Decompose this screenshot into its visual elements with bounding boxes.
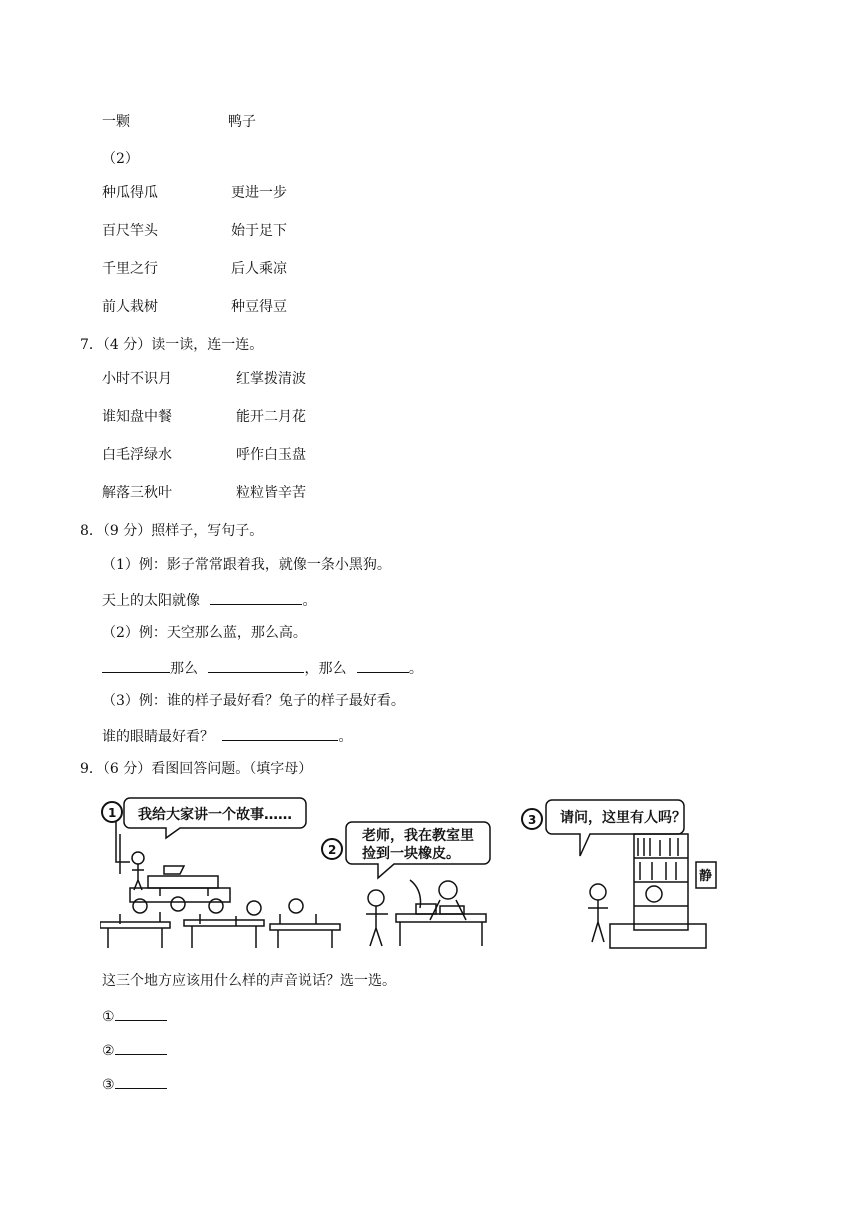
q7-pair-right: 能开二月花 [236,409,306,425]
q9-comic-illustration [100,794,730,952]
q6-part2-label: （2） [102,151,139,167]
q7-pair-right: 粒粒皆辛苦 [236,485,306,501]
q9-question: 这三个地方应该用什么样的声音说话？选一选。 [102,973,396,989]
panel-1-teacher-body [132,864,144,890]
q8-answer-blank-2c[interactable] [357,658,409,673]
q8-line2-end: 。 [408,661,423,677]
panel-3-shelf-books [638,838,678,880]
panel-3-boy-body [588,900,608,942]
panel-3-speech-bubble [546,800,684,856]
panel-2-desk [396,914,486,946]
q8-comma: ， [304,661,319,677]
panel-2-speech-text-line2: 捡到一块橡皮。 [362,846,460,862]
q8-word-na-1: 那么 [170,661,198,677]
panel-1-stage [130,888,230,902]
panel-3-bookshelf [634,834,688,930]
q6-pair-left: 种瓜得瓜 [102,185,158,201]
q6-row0-left: 一颗 [102,114,130,130]
q9-title: 9．（6 分）看图回答问题。（填字母） [80,761,313,777]
panel-3-boy-head [590,884,606,900]
q8-line1-prefix: 天上的太阳就像 [102,593,200,609]
panel-1-teacher-head [132,852,144,864]
q8-line1-end: 。 [302,593,317,609]
q8-line-2 [102,658,423,678]
q8-line-1 [102,590,316,610]
q9-answer-2-label: ② [102,1043,115,1059]
panel-1-students [100,897,340,948]
q7-pair-left: 小时不识月 [102,371,172,387]
q8-answer-blank-1[interactable] [210,590,302,605]
q8-answer-blank-2a[interactable] [102,658,170,673]
q8-line-3 [102,726,352,746]
panel-2-number: 2 [328,843,337,857]
q8-answer-blank-3[interactable] [222,726,338,741]
panel-1-speech-text: 我给大家讲一个故事…… [138,807,292,823]
panel-2-books [416,904,464,914]
panel-1-number: 1 [108,806,117,820]
q7-pair-right: 呼作白玉盘 [236,447,306,463]
q8-title: 8．（9 分）照样子，写句子。 [80,523,264,539]
panel-2-student-head [368,890,384,906]
q6-row0-right: 鸭子 [228,114,256,130]
panel-1-book [164,866,184,874]
panel-3-number: 3 [528,813,537,827]
q6-pair-right: 始于足下 [231,223,287,239]
q9-answer-1 [102,1006,167,1026]
panel-2-student-body [366,906,388,946]
panel-2-speech-text-line1: 老师，我在教室里 [362,828,474,844]
q7-pair-left: 谁知盘中餐 [102,409,172,425]
q8-line3-prefix: 谁的眼睛最好看？ [102,729,214,745]
panel-3-sign-text: 静 [699,869,713,884]
q8-example-1: （1）例：影子常常跟着我，就像一条小黑狗。 [102,557,391,573]
q9-answer-3-blank[interactable] [115,1074,167,1089]
q6-pair-right: 后人乘凉 [231,261,287,277]
panel-1-lectern [148,876,218,896]
q8-example-3: （3）例：谁的样子最好看？兔子的样子最好看。 [102,693,405,709]
panel-3-girl-head [646,886,662,902]
q9-answer-1-label: ① [102,1009,115,1025]
panel-2-teacher-head [439,881,457,899]
q7-pair-left: 白毛浮绿水 [102,447,172,463]
q6-pair-left: 前人栽树 [102,299,158,315]
q9-answer-2 [102,1040,167,1060]
q8-example-2: （2）例：天空那么蓝，那么高。 [102,625,307,641]
panel-3-speech-text: 请问，这里有人吗？ [560,810,686,826]
q7-pair-right: 红掌拨清波 [236,371,306,387]
q9-answer-1-blank[interactable] [115,1006,167,1021]
q6-pair-left: 千里之行 [102,261,158,277]
q6-pair-right: 种豆得豆 [231,299,287,315]
q9-answer-2-blank[interactable] [115,1040,167,1055]
panel-1-pointer [116,822,130,874]
q9-answer-3-label: ③ [102,1077,115,1093]
q7-pair-left: 解落三秋叶 [102,485,172,501]
q9-answer-3 [102,1074,167,1094]
q8-answer-blank-2b[interactable] [208,658,304,673]
panel-3-reading-desk [610,924,706,948]
q8-line3-end: 。 [338,729,353,745]
q6-pair-right: 更进一步 [231,185,287,201]
q8-word-na-2: 那么 [318,661,347,677]
q6-pair-left: 百尺竿头 [102,223,158,239]
q7-title: 7．（4 分）读一读，连一连。 [80,337,264,353]
